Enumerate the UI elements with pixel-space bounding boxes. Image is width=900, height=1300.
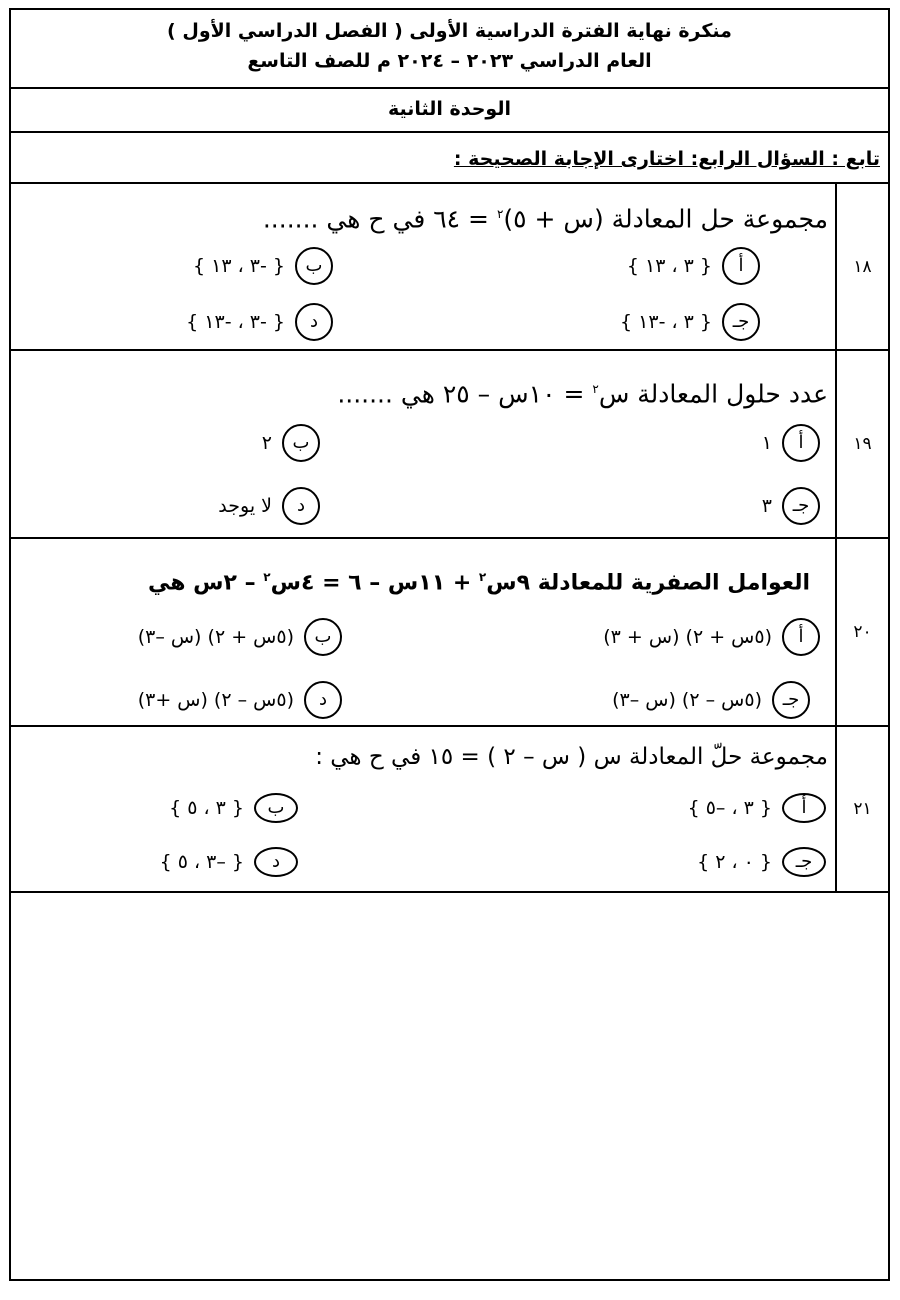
option-text: { ٠ ، ٢ }	[697, 851, 772, 873]
option-text: لا يوجد	[218, 495, 272, 517]
question-stem	[337, 373, 828, 410]
option-letter-circle: د	[254, 847, 298, 877]
exam-subtitle: العام الدراسي ٢٠٢٣ – ٢٠٢٤ م للصف التاسع	[247, 50, 652, 72]
option-letter-circle: د	[304, 681, 342, 719]
option-d[interactable]	[186, 302, 333, 342]
exam-page	[9, 8, 890, 1281]
question-number: ١٩	[853, 434, 872, 454]
stem-text: عدد حلول المعادلة س	[598, 379, 828, 409]
option-d[interactable]	[138, 680, 342, 720]
option-text: { ٣ ، -١٣ }	[620, 311, 712, 333]
option-text: ٢	[261, 432, 272, 454]
exam-header	[11, 10, 888, 89]
option-letter-circle: ب	[295, 247, 333, 285]
option-letter-circle: أ	[782, 618, 820, 656]
option-d[interactable]	[218, 486, 320, 526]
option-letter-circle: د	[295, 303, 333, 341]
option-letter-circle: جـ	[782, 847, 826, 877]
stem-text: مجموعة حل المعادلة (س + ٥)	[503, 204, 828, 234]
unit-title: الوحدة الثانية	[387, 98, 511, 120]
option-text: (٥س – ٢) (س +٣)	[137, 689, 294, 711]
option-a[interactable]	[688, 788, 826, 828]
exponent: ٢	[496, 207, 504, 221]
question-18	[11, 184, 888, 351]
question-stem	[263, 198, 828, 235]
option-text: { ٣ ، ١٣ }	[626, 255, 712, 277]
question-21	[11, 727, 888, 893]
question-19	[11, 351, 888, 539]
stem-text: – ٢س هي	[147, 570, 264, 596]
exponent: ٢	[592, 382, 599, 396]
exam-title: منكرة نهاية الفترة الدراسية الأولى ( الفصل الدراسي الأول )	[167, 20, 732, 42]
question-number-cell	[835, 351, 888, 537]
option-letter-circle: جـ	[782, 487, 820, 525]
exponent: ٢	[263, 570, 271, 584]
option-a[interactable]	[603, 617, 820, 657]
option-b[interactable]	[262, 423, 320, 463]
option-letter-circle: ب	[254, 793, 298, 823]
question-number-cell	[835, 727, 888, 891]
question-20	[11, 539, 888, 727]
question-instruction: تابع : السؤال الرابع: اختارى الإجابة الصحيحة :	[453, 148, 880, 170]
question-number: ٢٠	[853, 622, 872, 642]
option-text: { ٣ ، ٥ }	[169, 797, 244, 819]
option-a[interactable]	[627, 246, 760, 286]
stem-text: العوامل الصفرية للمعادلة ٩س	[486, 570, 810, 596]
option-d[interactable]	[160, 842, 298, 882]
option-letter-circle: أ	[722, 247, 760, 285]
stem-text: + ١١س – ٦ = ٤س	[270, 570, 479, 596]
question-number-cell	[835, 539, 888, 725]
option-c[interactable]	[612, 680, 810, 720]
option-letter-circle: أ	[782, 793, 826, 823]
option-c[interactable]	[697, 842, 826, 882]
option-letter-circle: ب	[282, 424, 320, 462]
option-b[interactable]	[169, 788, 298, 828]
instruction-row	[11, 133, 888, 184]
unit-row	[11, 89, 888, 133]
option-letter-circle: أ	[782, 424, 820, 462]
option-letter-circle: جـ	[772, 681, 810, 719]
question-stem: مجموعة حلّ المعادلة س ( س – ٢ ) = ١٥ في ح هي :	[315, 744, 828, 770]
option-text: { –٣ ، ٥ }	[159, 851, 244, 873]
option-text: { -٣ ، ١٣ }	[193, 255, 285, 277]
option-text: { -٣ ، -١٣ }	[186, 311, 285, 333]
question-number-cell	[835, 184, 888, 349]
stem-text: = ١٠س – ٢٥ هي .......	[337, 379, 593, 409]
option-letter-circle: جـ	[722, 303, 760, 341]
option-letter-circle: د	[282, 487, 320, 525]
option-text: (٥س + ٢) (س –٣)	[137, 626, 294, 648]
option-c[interactable]	[620, 302, 760, 342]
question-stem	[148, 561, 810, 599]
option-b[interactable]	[193, 246, 333, 286]
option-text: ١	[761, 432, 772, 454]
stem-text: = ٦٤ في ح هي .......	[262, 204, 497, 234]
option-text: ٣	[761, 495, 772, 517]
exponent: ٢	[478, 570, 487, 584]
option-text: (٥س + ٢) (س + ٣)	[603, 626, 772, 648]
question-number: ٢١	[853, 799, 872, 819]
question-number: ١٨	[853, 256, 872, 277]
option-letter-circle: ب	[304, 618, 342, 656]
option-a[interactable]	[762, 423, 820, 463]
option-text: { ٣ ، –٥ }	[687, 797, 772, 819]
option-c[interactable]	[762, 486, 820, 526]
option-b[interactable]	[138, 617, 342, 657]
option-text: (٥س – ٢) (س –٣)	[612, 689, 762, 711]
